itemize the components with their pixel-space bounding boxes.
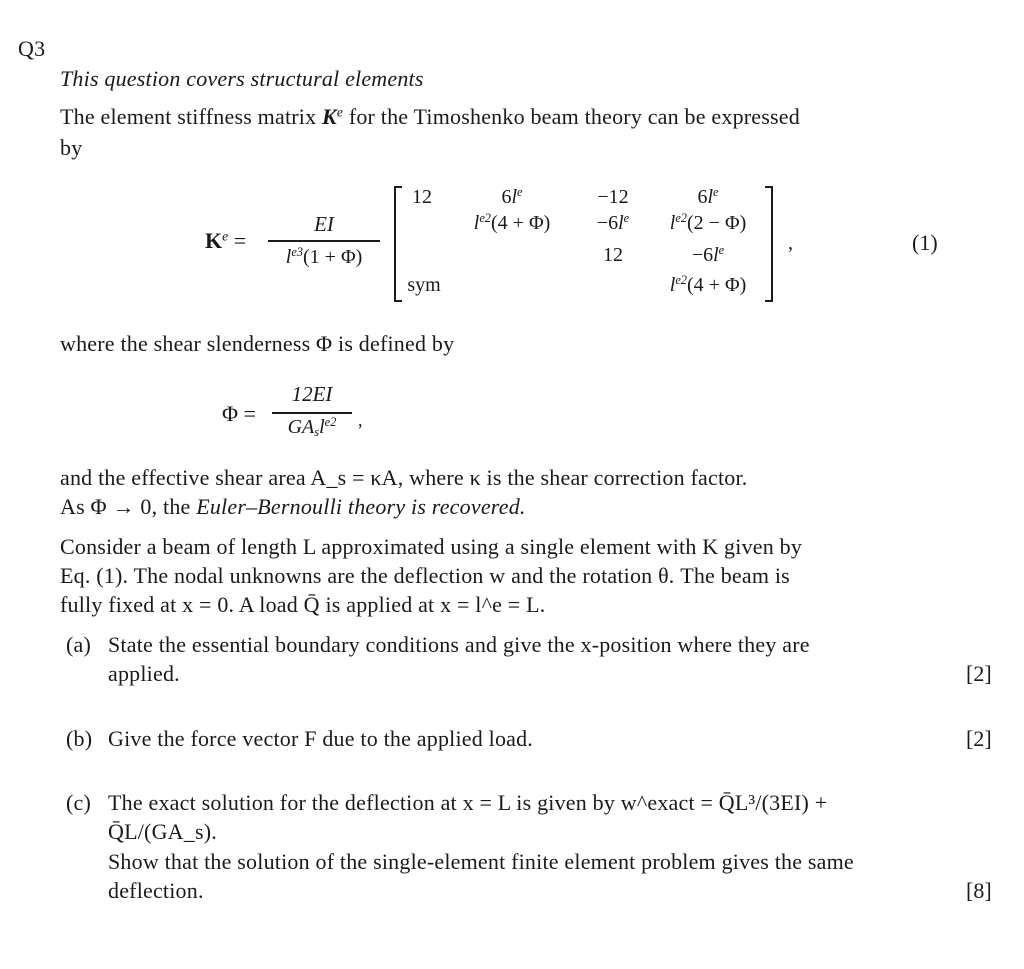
part-c-line-3: Show that the solution of the single-element finite element problem gives the same: [108, 849, 854, 874]
part-c-marks: [8]: [966, 878, 992, 903]
matrix-cell-r1c3: −12: [597, 186, 629, 208]
part-b-line-1: Give the force vector F due to the applied load.: [108, 726, 534, 751]
part-c-line-2: Q̄L/(GA_s).: [108, 819, 217, 844]
matrix-cell-r2c2: $l^{e2}(4 + \Phi)$: [473, 211, 551, 234]
part-a-line-2: applied.: [108, 661, 180, 686]
matrix-cell-r2c4: $l^{e2}(2 - \Phi)$: [669, 211, 747, 234]
eq1-lhs: $K^e$ =: [205, 228, 247, 253]
part-b-label: (b): [66, 726, 93, 751]
euler-bernoulli-line: As Φ → 0, the Euler–Bernoulli theory is recovered.: [60, 494, 526, 519]
matrix-cell-r3c4: $-6l^e$: [691, 243, 725, 266]
matrix-cell-sym: sym: [407, 274, 441, 296]
part-a-label: (a): [66, 632, 92, 657]
question-number: Q3: [18, 36, 46, 61]
matrix-cell-r4c4: $l^{e2}(4 + \Phi)$: [669, 273, 747, 296]
matrix-cell-r3c3: 12: [603, 244, 623, 266]
phi-fraction-line: [272, 412, 352, 414]
part-c-label: (c): [66, 790, 92, 815]
matrix-cell-r1c1: 12: [412, 186, 432, 208]
eq1-label: (1): [912, 230, 938, 255]
problem-line-1: Consider a beam of length L approximated using a single element with K given by: [60, 534, 803, 559]
problem-line-2: Eq. (1). The nodal unknowns are the deflection w and the rotation θ. The beam is: [60, 563, 790, 588]
problem-line-3: fully fixed at x = 0. A load Q̄ is applied at x = l^e = L.: [60, 592, 546, 617]
part-a-line-1: State the essential boundary conditions and give the x-position where they are: [108, 632, 810, 657]
phi-numerator: 12EI: [291, 382, 333, 406]
phi-comma: ,: [358, 410, 363, 430]
phi-lhs: Φ =: [222, 401, 256, 426]
eq1-comma: ,: [788, 232, 793, 254]
matrix-cell-r2c3: $-6l^e$: [596, 211, 630, 234]
matrix-cell-r1c2: $6l^e$: [501, 185, 523, 208]
stiffness-statement-cont: by: [60, 135, 83, 160]
eq1-numerator: EI: [314, 212, 334, 236]
matrix-cell-r1c4: $6l^e$: [697, 185, 719, 208]
phi-denominator: $GA_sl^{e2}$: [287, 415, 337, 440]
question-intro: This question covers structural elements: [60, 66, 424, 91]
effective-area-line: and the effective shear area A_s = κA, where κ is the shear correction factor.: [60, 465, 748, 490]
shear-slenderness-text: where the shear slenderness Φ is defined by: [60, 331, 455, 356]
part-c-line-1: The exact solution for the deflection at x = L is given by w^exact = Q̄L³/(3EI) +: [108, 790, 828, 815]
eq1-denominator: $l^{e3}(1 + \Phi)$: [285, 245, 363, 268]
part-a-marks: [2]: [966, 661, 992, 686]
stiffness-statement: The element stiffness matrix $K^e$ for the Timoshenko beam theory can be expressed: [60, 104, 800, 129]
eq1-fraction-line: [268, 240, 380, 242]
part-b-marks: [2]: [966, 726, 992, 751]
part-c-line-4: deflection.: [108, 878, 204, 903]
